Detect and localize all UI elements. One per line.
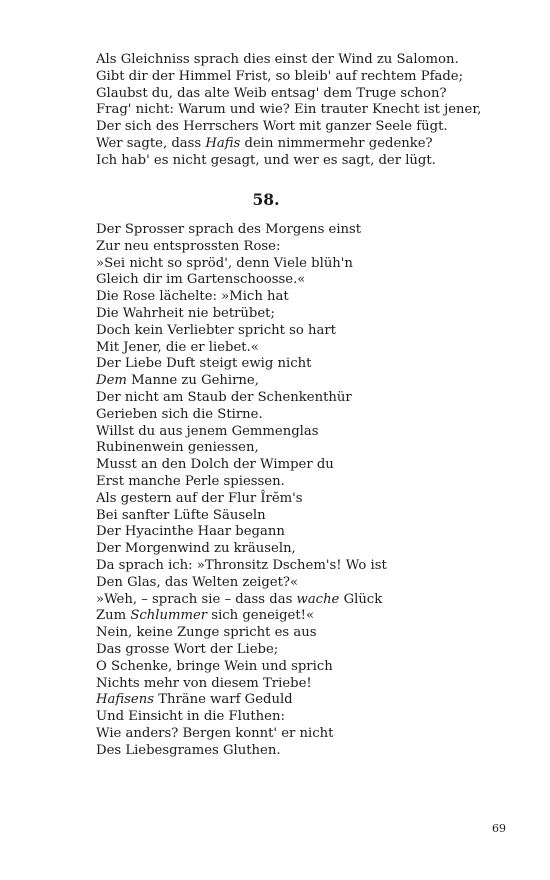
verse-line: Gibt dir der Himmel Frist, so bleib' auf rechtem Pfade; [96, 68, 464, 84]
verse-line: Rubinenwein geniessen, [96, 440, 259, 456]
verse-line: Der Sprosser sprach des Morgens einst [96, 222, 362, 237]
verse-line: Willst du aus jenem Gemmenglas [96, 423, 319, 439]
verse-line: Als Gleichniss sprach dies einst der Wind zu Salomon. [96, 52, 459, 67]
verse-line: Musst an den Dolch der Wimper du [96, 457, 334, 473]
verse-line: Zur neu entsprossten Rose: [96, 238, 281, 254]
italic-word: Hafis [205, 135, 241, 151]
verse-line: Und Einsicht in die Fluthen: [96, 709, 285, 725]
verse-line: Zum Schlummer sich geneiget!« [96, 608, 315, 624]
italic-word: Dem [96, 373, 127, 389]
intro-stanza [96, 52, 496, 170]
verse-line: Doch kein Verliebter spricht so hart [96, 322, 336, 338]
verse-line: »Sei nicht so spröd', denn Viele blüh'n [96, 255, 353, 271]
verse-line: Die Rose lächelte: »Mich hat [96, 289, 289, 305]
verse-line: Mit Jener, die er liebet.« [96, 339, 259, 355]
verse-line: Der Liebe Duft steigt ewig nicht [96, 356, 312, 372]
italic-word: Hafisens [96, 692, 154, 708]
verse-line: Der Hyacinthe Haar begann [96, 524, 285, 540]
verse-line: Dem Manne zu Gehirne, [96, 373, 259, 389]
poem-body [96, 222, 496, 760]
page-number: 69 [492, 822, 506, 835]
verse-line: Hafisens Thräne warf Geduld [96, 692, 293, 708]
verse-line: O Schenke, bringe Wein und sprich [96, 658, 333, 674]
verse-line: Frag' nicht: Warum und wie? Ein trauter Knecht ist jener, [96, 102, 482, 118]
verse-line: Der sich des Herrschers Wort mit ganzer Seele fügt. [96, 119, 448, 135]
verse-line: Des Liebesgrames Gluthen. [96, 742, 281, 758]
verse-line: Der Morgenwind zu kräuseln, [96, 541, 296, 557]
verse-line: »Weh, – sprach sie – dass das wache Glück [96, 591, 383, 607]
verse-line: Bei sanfter Lüfte Säuseln [96, 507, 266, 523]
verse-line: Gerieben sich die Stirne. [96, 406, 263, 422]
poem-number-heading: 58. [252, 190, 280, 209]
verse-line: Glaubst du, das alte Weib entsag' dem Truge schon? [96, 85, 447, 101]
verse-line: Nein, keine Zunge spricht es aus [96, 625, 317, 641]
verse-line: Als gestern auf der Flur Îrĕm's [96, 490, 303, 506]
verse-line: Gleich dir im Gartenschoosse.« [96, 272, 306, 288]
verse-line: Der nicht am Staub der Schenkenthür [96, 389, 352, 405]
verse-line: Die Wahrheit nie betrübet; [96, 305, 275, 321]
italic-word: wache [296, 591, 340, 607]
verse-line: Nichts mehr von diesem Triebe! [96, 675, 312, 691]
verse-line: Wer sagte, dass Hafis dein nimmermehr gedenke? [96, 135, 433, 151]
verse-line: Ich hab' es nicht gesagt, und wer es sagt, der lügt. [96, 152, 436, 168]
verse-line: Erst manche Perle spiessen. [96, 473, 285, 489]
verse-line: Den Glas, das Welten zeiget?« [96, 574, 299, 590]
italic-word: Schlummer [130, 608, 208, 624]
verse-line: Wie anders? Bergen konnt' er nicht [96, 725, 334, 741]
verse-line: Das grosse Wort der Liebe; [96, 641, 279, 657]
verse-line: Da sprach ich: »Thronsitz Dschem's! Wo ist [96, 557, 387, 573]
